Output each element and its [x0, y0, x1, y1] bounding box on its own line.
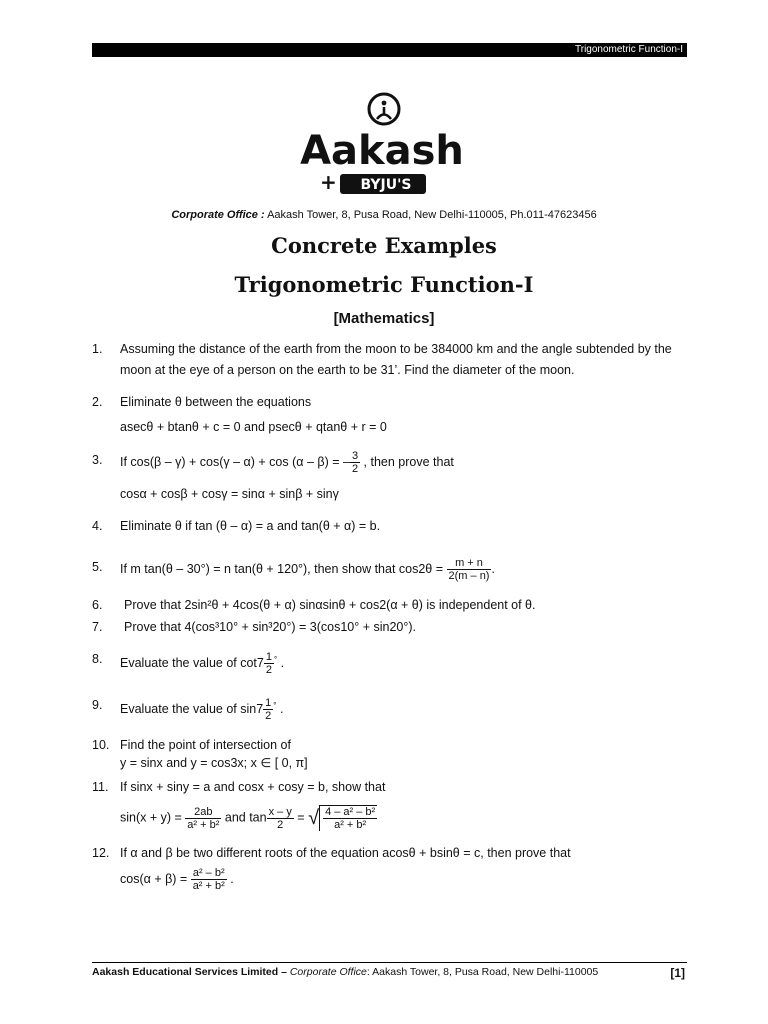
document-subtitle: Trigonometric Function-I [234, 272, 534, 297]
svg-text:+: + [320, 170, 337, 194]
page-footer: Aakash Educational Services Limited – Corporate Office: Aakash Tower, 8, Pusa Road, New Delhi-110005 [1] [92, 966, 685, 980]
footer-rule [92, 962, 687, 963]
page-number: [1] [670, 966, 685, 980]
aakash-logo [296, 92, 468, 202]
document-title: Concrete Examples [271, 233, 497, 258]
logo-partner: BYJU'S [360, 177, 412, 193]
logo-wordmark: Aakash [300, 128, 464, 174]
running-title: Trigonometric Function-I [575, 44, 683, 55]
corporate-office-line: Corporate Office : Aakash Tower, 8, Pusa Road, New Delhi-110005, Ph.011-47623456 [171, 209, 597, 221]
running-header [92, 43, 687, 57]
subject-label: [Mathematics] [333, 310, 435, 327]
